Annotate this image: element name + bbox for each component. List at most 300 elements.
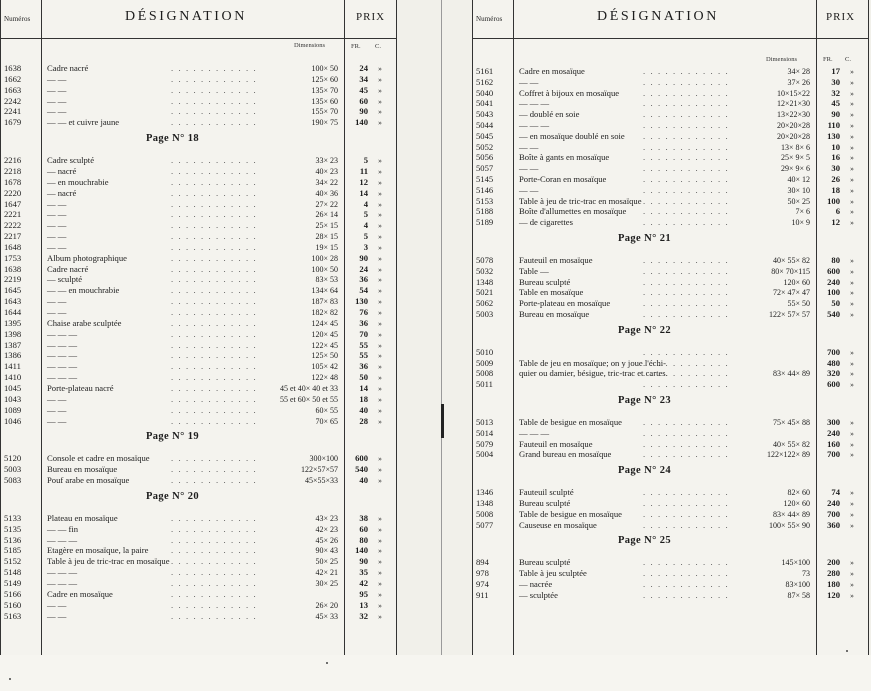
leader-dots: . . . . . . . . . . . . (171, 263, 258, 274)
price-francs: 36 (359, 274, 368, 285)
section-heading: Page N° 24 (617, 465, 672, 477)
item-number: 1348 (476, 498, 494, 508)
item-number: 5079 (476, 438, 494, 449)
item-dimensions: 42× 21 (258, 567, 338, 578)
item-designation: Cadre nacré (47, 263, 89, 274)
leader-dots: . . . . . . . . . . . . (171, 73, 258, 84)
leader-dots: . . . . . . . . . . . . (643, 130, 730, 141)
item-designation: — — — (47, 328, 78, 339)
item-number: 5083 (4, 475, 22, 486)
item-designation: — — (47, 73, 67, 84)
item-dimensions: 120× 60 (730, 277, 810, 288)
item-number: 5056 (476, 152, 494, 163)
item-dimensions: 37× 26 (730, 77, 810, 88)
table-row (1, 242, 396, 253)
item-number: 1647 (4, 198, 22, 209)
table-row (1, 416, 396, 427)
table-row (1, 611, 396, 622)
item-dimensions: 34× 28 (730, 66, 810, 77)
table-row (473, 449, 868, 460)
item-dimensions: 83× 53 (258, 274, 338, 285)
table-row (1, 589, 396, 600)
item-dimensions: 105× 42 (258, 361, 338, 372)
item-number: 1348 (476, 276, 494, 287)
header-prix: PRIX (826, 11, 856, 23)
table-row (473, 77, 868, 88)
leader-dots: . . . . . . . . . . . . (643, 217, 730, 228)
item-designation: — sculptée (519, 589, 558, 600)
table-row (473, 131, 868, 142)
table-row (1, 209, 396, 220)
header-divider (816, 0, 817, 38)
price-centimes: » (850, 428, 854, 438)
item-number: 5189 (476, 217, 494, 228)
item-number: 894 (476, 557, 489, 568)
price-francs: 12 (831, 217, 840, 228)
item-designation: — en mouchrabie (47, 176, 109, 187)
item-designation: — — (47, 198, 67, 209)
item-dimensions: 73 (730, 568, 810, 579)
item-dimensions: 50× 25 (258, 556, 338, 567)
item-number: 1395 (4, 317, 22, 328)
price-centimes: » (850, 509, 854, 519)
table-row (1, 177, 396, 188)
price-centimes: » (850, 99, 854, 109)
item-designation: — — — (519, 427, 550, 438)
price-centimes: » (850, 207, 854, 217)
table-row (473, 277, 868, 288)
table-row (1, 85, 396, 96)
item-designation: — — — (519, 120, 550, 130)
item-dimensions: 45× 33 (258, 611, 338, 622)
item-designation: — en mosaïque doublé en soie (519, 130, 625, 141)
price-francs: 90 (359, 556, 368, 567)
price-centimes: » (850, 164, 854, 174)
price-francs: 18 (359, 393, 368, 404)
item-dimensions: 75× 45× 88 (730, 417, 810, 428)
leader-dots: . . . . . . . . . . . . (643, 184, 730, 195)
item-designation: — — (519, 76, 539, 87)
price-centimes: » (378, 611, 382, 621)
leader-dots: . . . . . . . . . . . . (171, 512, 258, 523)
section-heading: Page N° 18 (145, 133, 200, 145)
price-francs: 26 (831, 174, 840, 184)
item-dimensions: 26× 20 (258, 600, 338, 611)
price-francs: 16 (831, 152, 840, 163)
item-dimensions: 190× 75 (258, 117, 338, 128)
item-number: 5146 (476, 184, 494, 195)
item-dimensions: 26× 14 (258, 209, 338, 220)
item-designation: — — (47, 95, 67, 106)
leader-dots: . . . . . . . . . . . . (171, 350, 258, 361)
ink-speck (326, 662, 328, 664)
binding-gutter (441, 0, 442, 655)
item-dimensions: 45×55×33 (258, 475, 338, 486)
item-designation: Table en mosaïque (519, 287, 584, 298)
leader-dots: . . . . . . . . . . . . (643, 417, 730, 427)
leader-dots: . . . . . . . . . . . . (171, 231, 258, 242)
price-francs: 35 (359, 567, 368, 578)
price-centimes: » (850, 558, 854, 568)
item-dimensions: 135× 70 (258, 85, 338, 96)
item-number: 5010 (476, 346, 494, 357)
item-number: 5021 (476, 287, 494, 298)
item-number: 1679 (4, 117, 22, 128)
leader-dots: . . . . . . . . . . . . (643, 206, 730, 217)
price-centimes: » (850, 67, 854, 76)
item-number: 1398 (4, 328, 22, 339)
item-number: 5077 (476, 519, 494, 530)
price-francs: 11 (359, 165, 368, 176)
header-numeros: Numéros (476, 15, 503, 23)
price-centimes: » (378, 340, 382, 350)
price-centimes: » (850, 450, 854, 460)
item-number: 5136 (4, 534, 22, 545)
leader-dots: . . . . . . . . . . . . (643, 487, 730, 498)
item-dimensions: 40× 55× 82 (730, 439, 810, 450)
price-centimes: » (378, 64, 382, 73)
table-row (1, 513, 396, 524)
item-dimensions: 10× 9 (730, 217, 810, 228)
table-row (473, 174, 868, 185)
item-number: 1386 (4, 350, 22, 361)
leader-dots: . . . . . . . . . . . . (171, 523, 258, 534)
leader-dots: . . . . . . . . . . . . (643, 298, 730, 309)
item-number: 5008 (476, 368, 494, 379)
table-row (473, 66, 868, 77)
header-designation: DÉSIGNATION (125, 9, 247, 24)
price-francs: 18 (831, 184, 840, 195)
item-number: 1678 (4, 176, 22, 187)
item-dimensions: 42× 23 (258, 524, 338, 535)
item-number: 911 (476, 589, 489, 600)
price-francs: 140 (355, 545, 368, 556)
price-centimes: » (378, 297, 382, 307)
item-number: 2221 (4, 209, 22, 220)
price-francs: 140 (355, 117, 368, 128)
item-number: 5032 (476, 265, 494, 276)
table-row (473, 152, 868, 163)
price-francs: 14 (359, 187, 368, 198)
table-row (473, 98, 868, 109)
table-row (473, 196, 868, 207)
price-francs: 600 (827, 265, 840, 276)
leader-dots: . . . . . . . . . . . . (643, 265, 730, 276)
price-francs: 30 (831, 76, 840, 87)
item-number: 2217 (4, 231, 22, 242)
item-number: 5166 (4, 588, 22, 599)
leader-dots: . . . . . . . . . . . . (171, 453, 258, 464)
price-centimes: » (850, 499, 854, 508)
leader-dots: . . . . . . . . . . . . (643, 357, 730, 368)
ink-speck (9, 678, 11, 680)
item-number: 1411 (4, 361, 21, 372)
item-dimensions: 120× 60 (730, 498, 810, 509)
leader-dots: . . . . . . . . . . . . (643, 309, 730, 319)
item-designation: — — fin (47, 523, 79, 534)
price-francs: 28 (359, 415, 368, 426)
price-centimes: » (378, 557, 382, 567)
item-designation: — — (47, 106, 67, 117)
leader-dots: . . . . . . . . . . . . (643, 120, 730, 130)
item-designation: — — (47, 209, 67, 220)
price-centimes: » (378, 96, 382, 106)
item-designation: — — (47, 241, 67, 252)
item-number: 5041 (476, 98, 494, 109)
price-centimes: » (378, 373, 382, 383)
leader-dots: . . . . . . . . . . . . (171, 155, 258, 166)
price-centimes: » (378, 85, 382, 95)
table-row (1, 264, 396, 275)
leader-dots: . . . . . . . . . . . . (171, 187, 258, 198)
item-number: 5009 (476, 357, 494, 368)
table-row (473, 498, 868, 509)
price-francs: 5 (363, 231, 368, 242)
leader-dots: . . . . . . . . . . . . (171, 328, 258, 339)
header-designation: DÉSIGNATION (597, 9, 719, 24)
item-number: 5008 (476, 508, 494, 519)
item-dimensions: 80× 70×115 (730, 266, 810, 277)
item-number: 5040 (476, 87, 494, 98)
item-number: 1346 (476, 487, 494, 498)
item-dimensions: 29× 9× 6 (730, 163, 810, 174)
table-row (1, 188, 396, 199)
item-designation: — — — (47, 361, 78, 372)
price-francs: 200 (827, 557, 840, 568)
table-row (473, 163, 868, 174)
item-number: 978 (476, 568, 489, 579)
table-row (1, 106, 396, 117)
leader-dots: . . . . . . . . . . . . (171, 84, 258, 95)
item-number: 5163 (4, 610, 22, 621)
item-dimensions: 70× 65 (258, 416, 338, 427)
price-centimes: » (850, 131, 854, 141)
price-centimes: » (378, 454, 382, 464)
price-francs: 38 (359, 512, 368, 523)
table-row (473, 368, 868, 379)
table-row (1, 274, 396, 285)
price-francs: 95 (359, 588, 368, 599)
price-centimes: » (378, 166, 382, 176)
item-dimensions: 27× 22 (258, 199, 338, 210)
price-centimes: » (378, 416, 382, 426)
table-row (1, 567, 396, 578)
table-row (1, 535, 396, 546)
item-dimensions: 28× 15 (258, 231, 338, 242)
leader-dots: . . . . . . . . . . . . (171, 556, 258, 567)
item-designation: — — — (47, 372, 78, 383)
leader-dots: . . . . . . . . . . . . (643, 76, 730, 87)
item-designation: — de cigarettes (519, 217, 573, 228)
item-dimensions: 10×15×22 (730, 88, 810, 99)
leader-dots: . . . . . . . . . . . . (171, 534, 258, 545)
leader-dots: . . . . . . . . . . . . (171, 339, 258, 350)
price-francs: 700 (827, 346, 840, 357)
price-francs: 32 (359, 610, 368, 621)
leader-dots: . . . . . . . . . . . . (643, 109, 730, 120)
price-centimes: » (850, 266, 854, 276)
item-designation: Causeuse en mosaïque (519, 519, 597, 530)
item-dimensions: 100× 50 (258, 63, 338, 74)
leader-dots: . . . . . . . . . . . . (643, 152, 730, 163)
price-centimes: » (378, 188, 382, 198)
item-dimensions: 100× 28 (258, 253, 338, 264)
item-designation: Porte-plateau en mosaïque (519, 298, 611, 309)
price-francs: 100 (827, 287, 840, 298)
leader-dots: . . . . . . . . . . . . (643, 195, 730, 206)
price-francs: 480 (827, 357, 840, 368)
table-row (1, 220, 396, 231)
leader-dots: . . . . . . . . . . . . (643, 568, 730, 579)
item-dimensions: 120× 45 (258, 329, 338, 340)
price-centimes: » (850, 153, 854, 163)
price-centimes: » (850, 418, 854, 427)
price-francs: 100 (827, 195, 840, 206)
item-dimensions: 30× 25 (258, 578, 338, 589)
item-number: 1387 (4, 339, 22, 350)
price-francs: 540 (355, 464, 368, 475)
item-dimensions: 40× 23 (258, 166, 338, 177)
table-row (473, 590, 868, 601)
header-divider (344, 0, 345, 38)
table-row (1, 285, 396, 296)
price-francs: 160 (827, 438, 840, 449)
item-designation: Bureau sculpté (519, 498, 571, 508)
price-francs: 360 (827, 519, 840, 530)
price-francs: 24 (359, 63, 368, 73)
price-francs: 12 (359, 176, 368, 187)
table-row (473, 428, 868, 439)
price-francs: 90 (359, 252, 368, 263)
price-francs: 90 (831, 109, 840, 120)
table-header (473, 0, 868, 39)
item-designation: — — en mouchrabie (47, 285, 120, 296)
price-francs: 240 (827, 498, 840, 508)
price-francs: 80 (831, 255, 840, 265)
item-number: 1648 (4, 241, 22, 252)
table-header (1, 0, 396, 39)
item-designation: Table à jeu de tric-trac en mosaïque (47, 556, 170, 567)
item-designation: — — (519, 141, 539, 152)
price-francs: 55 (359, 350, 368, 361)
item-designation: Table — (519, 265, 549, 276)
item-number: 5052 (476, 141, 494, 152)
item-designation: Table de besigue en mosaïque (519, 508, 622, 519)
item-designation: Coffret à bijoux en mosaïque (519, 87, 620, 98)
item-dimensions: 125× 50 (258, 350, 338, 361)
item-designation: Fauteuil sculpté (519, 487, 574, 498)
item-designation: — — (47, 599, 67, 610)
item-number: 5162 (476, 76, 494, 87)
item-designation: Fauteuil en mosaïque (519, 438, 593, 449)
leader-dots: . . . . . . . . . . . . (171, 307, 258, 317)
ink-speck (846, 650, 848, 652)
table-row (1, 545, 396, 556)
item-number: 5011 (476, 379, 493, 390)
item-designation: — nacré (47, 165, 77, 176)
item-dimensions: 60× 55 (258, 405, 338, 416)
centimes-label: C. (375, 43, 381, 50)
item-designation: Porte-Coran en mosaïque (519, 174, 607, 184)
price-francs: 60 (359, 95, 368, 106)
price-centimes: » (378, 394, 382, 404)
price-francs: 110 (827, 120, 840, 130)
price-centimes: » (850, 175, 854, 184)
item-number: 2218 (4, 165, 22, 176)
price-francs: 130 (355, 296, 368, 307)
item-number: 2220 (4, 187, 22, 198)
item-designation: — — — (47, 578, 78, 588)
price-centimes: » (378, 177, 382, 187)
price-francs: 180 (827, 579, 840, 589)
item-dimensions: 125× 60 (258, 74, 338, 85)
price-centimes: » (850, 196, 854, 206)
item-number: 5062 (476, 298, 494, 309)
leader-dots: . . . . . . . . . . . . (171, 117, 258, 128)
price-francs: 76 (359, 307, 368, 317)
price-centimes: » (378, 383, 382, 393)
item-designation: Table à jeu de tric-trac en mosaïque (519, 195, 642, 206)
item-dimensions: 145×100 (730, 557, 810, 568)
leader-dots: . . . . . . . . . . . . (643, 508, 730, 519)
item-dimensions: 30× 10 (730, 185, 810, 196)
item-number: 974 (476, 579, 489, 589)
dimensions-label: Dimensions (294, 42, 326, 49)
price-francs: 36 (359, 317, 368, 328)
item-designation: — — (47, 220, 67, 231)
table-row (1, 405, 396, 416)
item-number: 2241 (4, 106, 22, 117)
price-centimes: » (378, 156, 382, 166)
table-row (1, 372, 396, 383)
price-centimes: » (850, 310, 854, 319)
price-centimes: » (378, 318, 382, 328)
item-dimensions: 134× 64 (258, 285, 338, 296)
price-francs: 5 (363, 155, 368, 166)
price-francs: 4 (363, 220, 368, 231)
catalog-page-left (0, 0, 397, 655)
catalog-page-right (472, 0, 869, 655)
item-number: 5133 (4, 512, 22, 523)
price-centimes: » (378, 600, 382, 610)
item-number: 1046 (4, 415, 22, 426)
table-row (473, 358, 868, 369)
table-row (1, 231, 396, 242)
item-dimensions: 83×100 (730, 579, 810, 590)
price-francs: 50 (831, 298, 840, 309)
item-designation: Cadre en mosaïque (519, 66, 585, 76)
item-number: 5153 (476, 195, 494, 206)
leader-dots: . . . . . . . . . . . . (643, 141, 730, 152)
item-designation: Grand bureau en mosaïque (519, 449, 612, 460)
item-dimensions: 83× 44× 89 (730, 509, 810, 520)
item-dimensions: 87× 58 (730, 590, 810, 601)
leader-dots: . . . . . . . . . . . . (643, 87, 730, 98)
leader-dots: . . . . . . . . . . . . (171, 464, 258, 475)
price-francs: 320 (827, 368, 840, 379)
price-centimes: » (850, 369, 854, 379)
leader-dots: . . . . . . . . . . . . (643, 66, 730, 76)
leader-dots: . . . . . . . . . . . . (171, 241, 258, 252)
leader-dots: . . . . . . . . . . . . (643, 519, 730, 530)
table-row (1, 350, 396, 361)
table-row (473, 109, 868, 120)
table-row (473, 417, 868, 428)
item-designation: Fauteuil en mosaïque (519, 255, 593, 265)
item-designation: Table de jeu en mosaïque; on y joue l'échi- (519, 357, 666, 368)
table-row (1, 383, 396, 394)
price-centimes: » (850, 347, 854, 357)
